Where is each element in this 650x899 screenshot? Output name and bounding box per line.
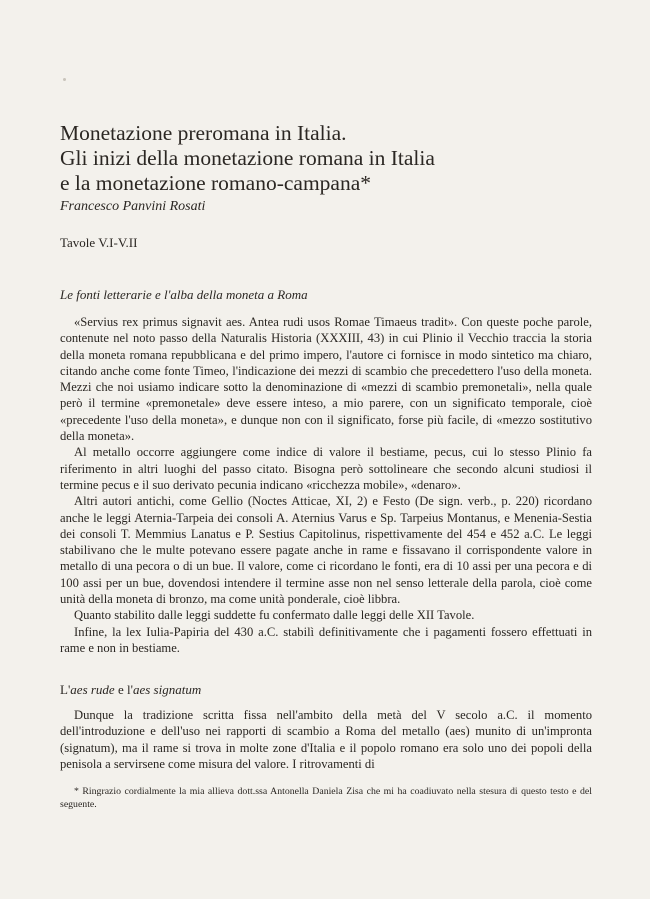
section-2-body [60, 707, 592, 772]
section-1-body [60, 314, 592, 656]
section-heading-2 [60, 682, 201, 698]
heading-2-part-d: aes signatum [132, 682, 202, 697]
heading-2-part-a: L' [60, 682, 71, 697]
paragraph-2: Al metallo occorre aggiungere come indice di valore il bestiame, pecus, cui lo stesso Plinio fa riferimento in altri luoghi del passo citato. Bisogna però sottolineare che secondo alcuni studiosi il termine pecus e il suo derivato pecunia indicano «ricchezza mobile», «denaro». [60, 445, 592, 492]
author-name: Francesco Panvini Rosati [60, 199, 206, 214]
footnote: * Ringrazio cordialmente la mia allieva dott.ssa Antonella Daniela Zisa che mi ha coadiuvato nella stesura di questo testo e del seguente. [60, 786, 592, 810]
page-speck [63, 78, 66, 81]
title-line-2: Gli inizi della monetazione romana in Italia [60, 146, 435, 170]
paragraph-5: Infine, la lex Iulia-Papiria del 430 a.C. stabilì definitivamente che i pagamenti fossero effettuati in rame e non in bestiame. [60, 624, 592, 655]
title-line-3: e la monetazione romano-campana* [60, 171, 372, 195]
paragraph-4: Quanto stabilito dalle leggi suddette fu confermato dalle leggi delle XII Tavole. [74, 608, 475, 623]
heading-2-part-c: e l' [114, 682, 133, 697]
paragraph-1: «Servius rex primus signavit aes. Antea rudi usos Romae Timaeus tradit». Con queste poche parole, contenute nel noto passo della Naturalis Historia (XXXIII, 43) in cui Plinio il Vecchio traccia la storia della moneta romana repubblicana e del primo impero, l'autore ci fornisce in modo sintetico ma chiaro, citando anche come fonte Timeo, l'indicazione dei mezzi di scambio che precedettero l'uso della moneta. Mezzi che noi usiamo indicare sotto la denominazione di «mezzi di scambio premonetali», nella quale però il termine «premonetale» deve essere inteso, a mio parere, con un significato temporale, cioè «precedente l'uso della moneta», e dunque non con il significato, forse più facile, di «mezzo sostitutivo della moneta». [60, 315, 592, 444]
article-title [60, 121, 592, 196]
paragraph-3: Altri autori antichi, come Gellio (Noctes Atticae, XI, 2) e Festo (De sign. verb., p. 220) ricordano anche le leggi Aternia-Tarpeia dei consoli A. Aternius Varus e Sp. Tarpeius Montanus, e Menenia-Sestia dei consoli T. Memmius Lanatus e P. Sestius Capitolinus, rispettivamente del 454 e 452 a.C. Le leggi stabilivano che le multe potevano essere pagate anche in rame e fissavano il corrispondente valore in metallo di una pecora o di un bue. Il valore, come ci ricordano le fonti, era di 10 assi per una pecora e di 100 assi per un bue, dovendosi intendere il termine asse non nel senso letterale della parola, cioè come unità della moneta di bronzo, ma come unità ponderale, cioè libbra. [60, 494, 592, 607]
paragraph-6: Dunque la tradizione scritta fissa nell'ambito della metà del V secolo a.C. il momento dell'introduzione e dell'uso nei rapporti di scambio a Roma del metallo (aes) munito di un'impronta (signatum), ma il rame si trova in molte zone d'Italia e il popolo romano era solo uno dei popoli della penisola a servirsene come misura del valore. I ritrovamenti di [60, 708, 592, 771]
title-line-1: Monetazione preromana in Italia. [60, 121, 347, 145]
plates-reference: Tavole V.I-V.II [60, 235, 138, 250]
section-heading-1: Le fonti letterarie e l'alba della moneta a Roma [60, 287, 308, 302]
heading-2-part-b: aes rude [70, 682, 115, 697]
